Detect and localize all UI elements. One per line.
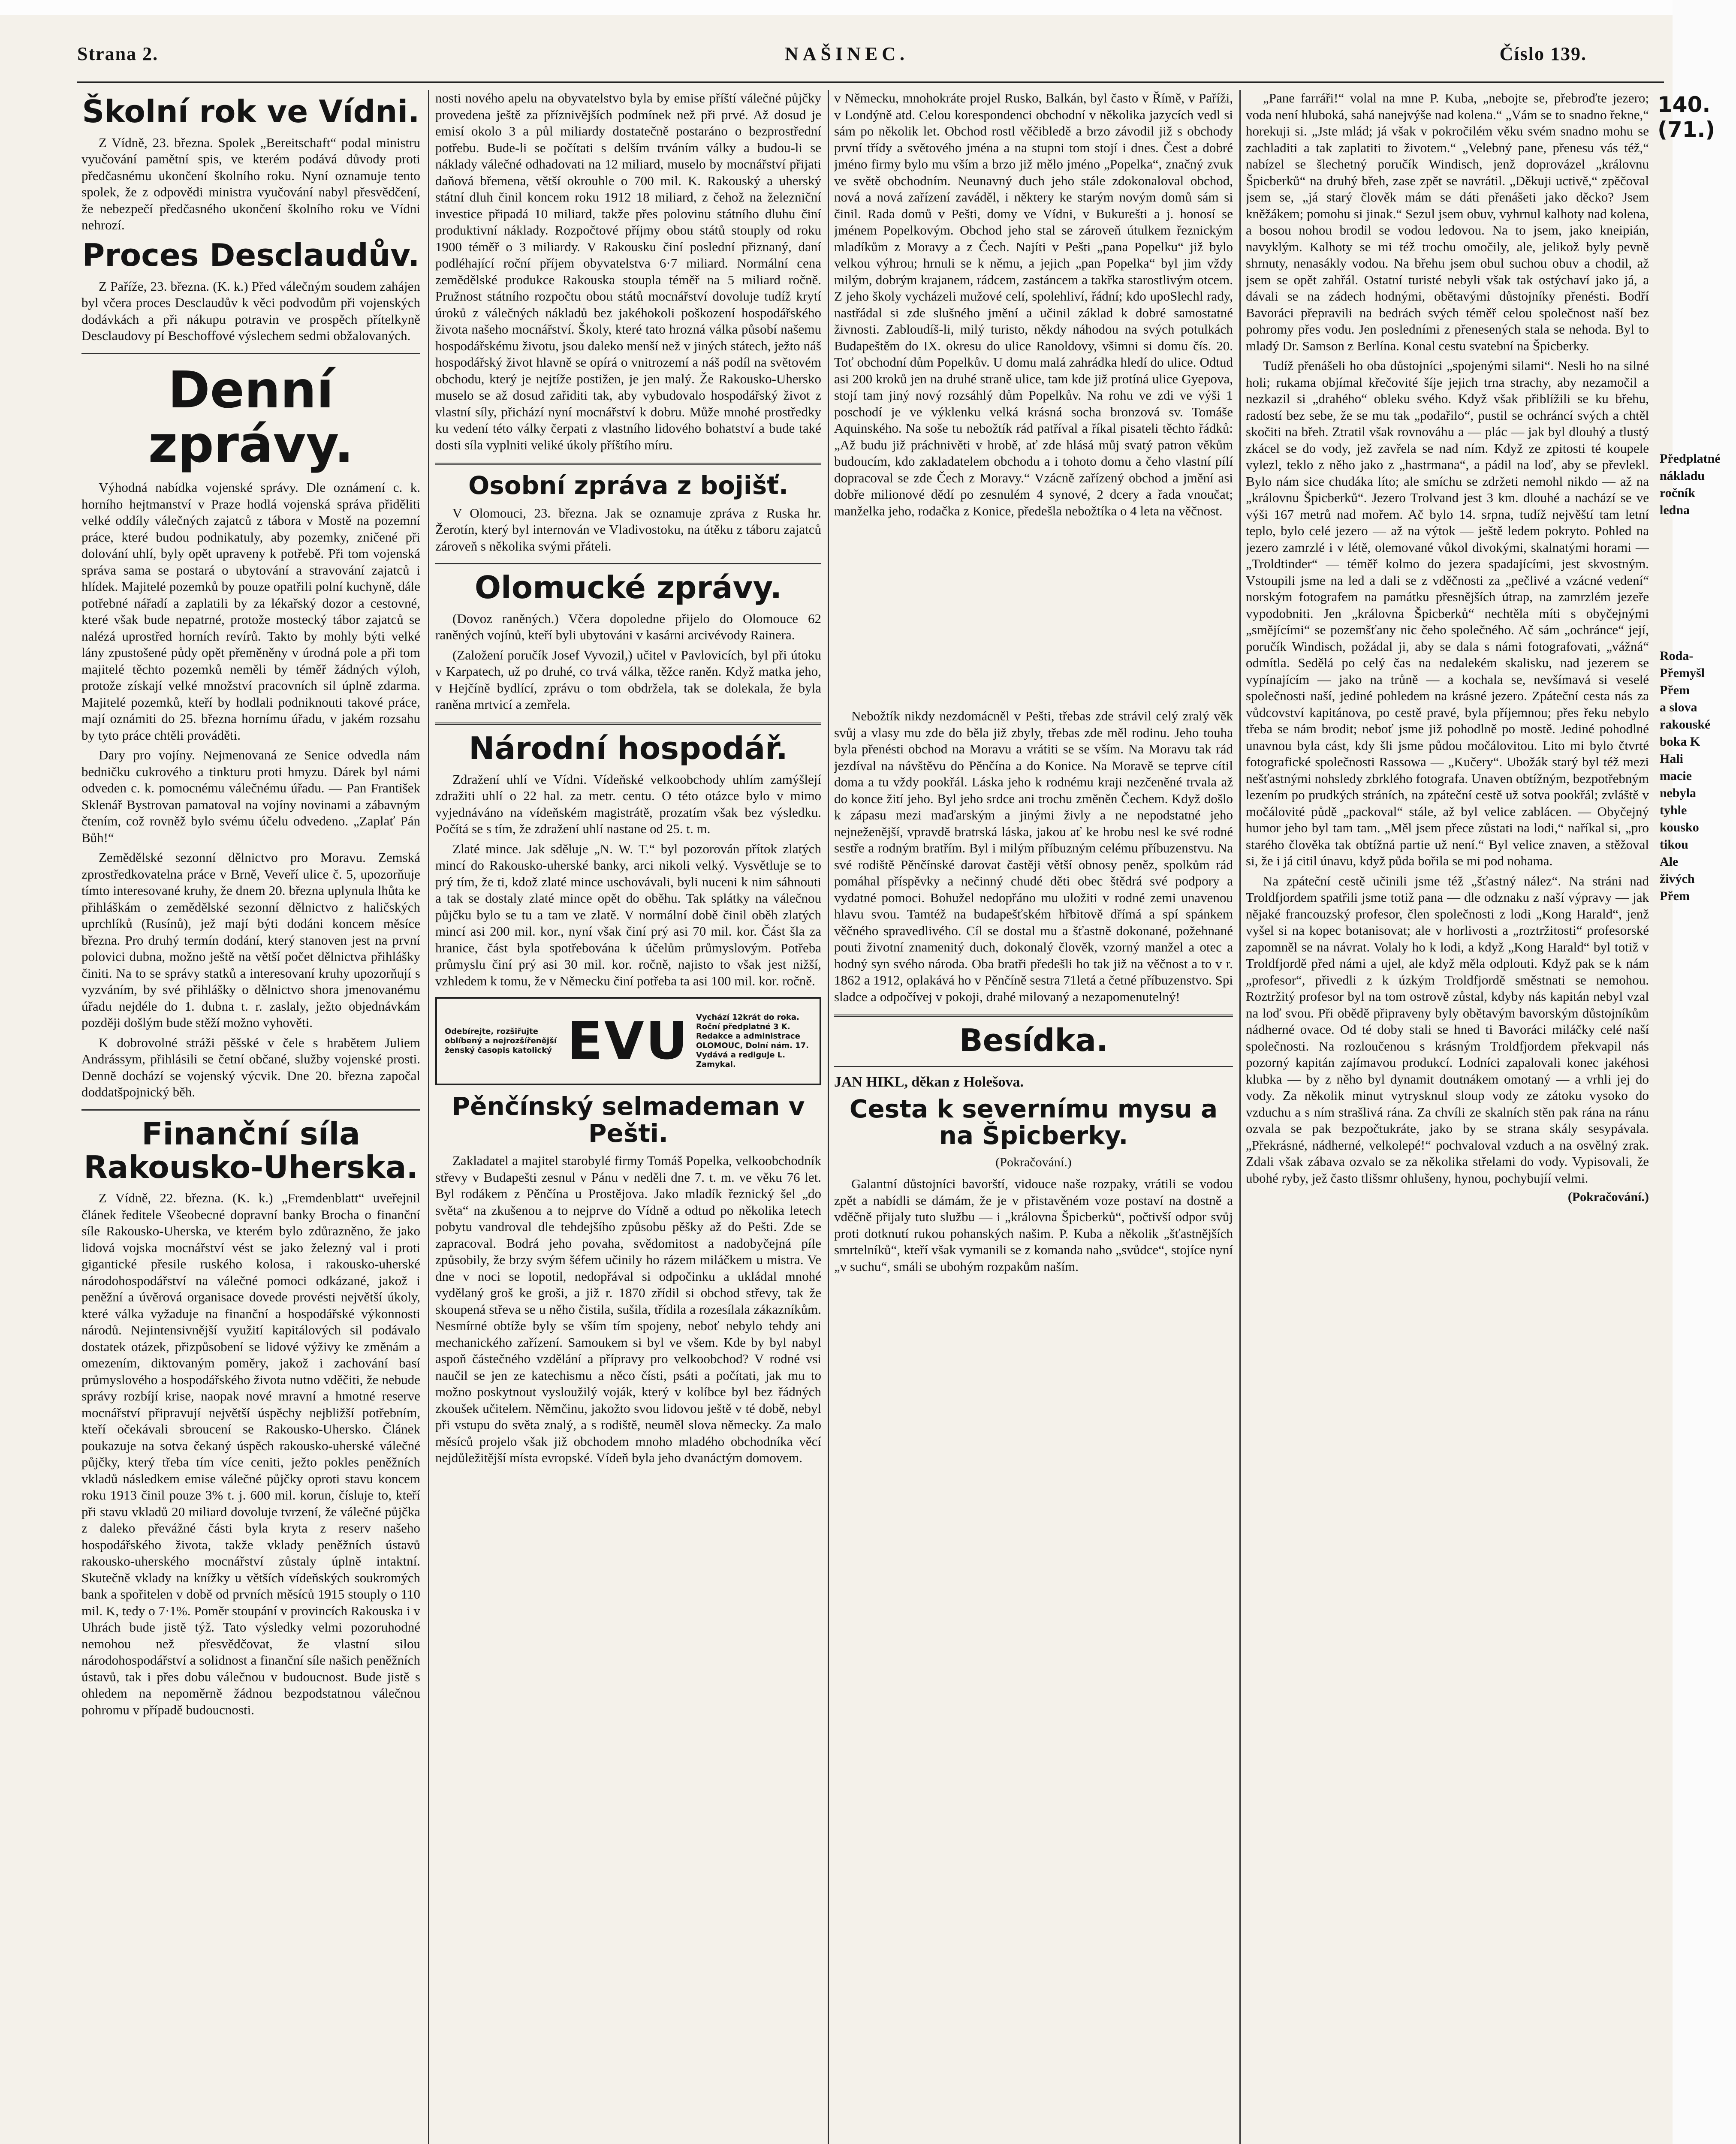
continuation-note: (Pokračování.) <box>995 1155 1072 1169</box>
article-text: Zemědělské sezonní dělnictvo pro Moravu. Zemská zprostředkovatelna práce v Brně, Veveří ulice č. 5, upozorňuje tímto interesované kruhy, že dnem 20. března uplynula lhůta ke přihláškám o zemědělské sezonní dělnictvo z haličských uprchlíků (Rusínů), jež mají býti dodáni koncem měsíce března. Pro druhý termín dodání, který stanoven jest na první polovici dubna, možno ještě na větší počet dělnictva přihlášky činiti. Na to se správy statků a interesovaní kruhy upozorňují s vyzváním, by své přihlášky o dělnictvo shora jmenovanému úřadu nejdéle do 1. dubna t. r. zaslaly, ježto objednávkám později došlým bude stěží možno vyhověti. <box>81 850 420 1030</box>
page-number: Strana 2. <box>77 43 159 64</box>
fragment-line: kousko <box>1660 820 1699 834</box>
column-divider <box>1239 90 1241 2144</box>
article-text: V Olomouci, 23. března. Jak se oznamuje zpráva z Ruska hr. Žerotín, který byl internován ve Vladivostoku, na útěku z táboru zajatců zároveň s několika svými přáteli. <box>435 505 821 554</box>
section-rule <box>81 1109 420 1111</box>
article-text: Tudíž přenášeli ho oba důstojníci „spojenými silami“. Nesli ho na silné holi; rukama objímal křečovité šíje jejich trna strachy, aby nezamočil a nezkazil si „drahého“ obleku svého. Když však přiblížili se ku břehu, radostí bez sebe, že se mu tak „podařilo“, pustil se ochráncí svých a chtěl skočiti na břeh. Ztratil však rovnováhu a — plác — jak byl dlouhý a tlustý zkácel se do vody, jež zavřela se nad ním. Když ze zpitosti té koupele vylezl, teklo z něho jako z „hastrmana“, a pádil na loď, aby se převlekl. Bylo nám sice chudáka líto; ale smíchu se zdržeti nemohl nikdo — až na „královnu Špicberků“. Jezero Trolvand jest 3 km. dlouhé a nachází se ve výši 167 metrů nad mořem. Ač bylo 14. srpna, tudíž nejvěští tam letní teplo, bylo celé jezero — až na výtok — ještě ledem pokryto. Pohled na jezero zamrzlé i v létě, olemované vůkol divokými, skalnatými horami — „Troldtinder“ — téměř kolmo do jezera spadajícími, jest skvostným. Vstoupili jsme na led a dali se z vděčnosti za „pečlivé a vzácné vedení“ norským fotografem na památku přesnějších útrap, na zamrzlém jezeře vypodobniti. Jen „královna Špicberků“ nechtěla míti s obyčejnými „smějícími“ se pozemšťany nic čeho společného. Ač sám „ochránce“ její, poručík Windisch, požádal ji, aby se dala s námi fotografovati, „vážná“ odmítla. Sedělá po celý čas na nedalekém skalisku, nad jezerem se vypínajícím — jako na trůně — a kochala se, nevšímavá si veselé společnosti naší, jediné pohledem na krásné jezero. Zpáteční cesta nás za vůdcovství kapitánova, po cestě pravé, byla příjemnou; přes řeku nebylo třeba se nám brodit; neboť jsme již pohodlně po mostě. Jediné pohodlné unavnou byla cást, kdy šli jsme půdou močálovitou. Lito mi bylo čtvrté fotografické společnosti Rassowa — „Kučery“. Ubožák starý byl též mezi nešťastnými nohsledy zbrklého fotografa. Unaven obtížným, bezpotřebným lezením po prudkých stráních, na zpáteční cestě už sotva pookřál; zvláště v močálovité půdě „packoval“ stále, až byl velice zablácen. — Obyčejný humor jeho byl tam tam. „Měl jsem přece zůstati na lodi,“ naříkal si, „pro starého člověka tak obtížná partie už není.“ Byl velice znaven, a stěžoval si, že i já citil únavu, když půda bořila se mi pod nohama. <box>1246 358 1649 868</box>
author-line: JAN HIKL, děkan z Holešova. <box>834 1074 1024 1090</box>
article-text: Z Paříže, 23. března. (K. k.) Před válečným soudem zahájen byl včera proces Desclaudův k věci podvodům při vojenských dodávkách a při nákupu potravin ve prospěch přítelkyně Desclaudovy pí Beschoffové výslechem sedmi obžalovaných. <box>81 278 420 343</box>
column-2 <box>435 90 821 2144</box>
issue-number: Číslo 139. <box>1499 43 1587 64</box>
section-title: Denní zprávy. <box>148 360 354 474</box>
article-text: nosti nového apelu na obyvatelstvo byla by emise příští válečné půjčky provedena ještě za příznivějších podmínek než při prvé. Až dosud je emisí okolo 3 a půl miliardy dostatečně postaráno o bezprostřední potřebu. Bude-li se počítati s delším trváním války a budou-li se náklady válečné odhadovati na 12 miliard, muselo by mocnářství přijati daňová břemena, větší okrouhle o 700 mil. K. Rakouský a uherský státní dluh činil koncem roku 1912 18 miliard, z čehož na železniční investice připadá 10 miliard, takže přes polovinu státního dluhu činí produktivní náklady. Rozpočtové příjmy obou států stouply od roku 1900 téměř o 3 miliardy. V Rakousku činí poslední přiznaný, daní podléhající roční příjem obyvatelstva 6·7 miliard. Normální cena zemědělské produkce Rakouska stoupla téměř na 5 miliard ročně. Pružnost státního rozpočtu obou států mocnářství dovoluje tudíž krytí úroků z válečných nákladů bez jakéhokoli poškození hospodářského života našeho mocnářství. Školy, které tato hrozná válka působí našemu hospodářskému životu, jsou daleko menší než v jiných státech, ježto náš hospodářský život hlavně se opírá o vnitrozemí a náš podíl na světovém obchodu, který je nejtíže postižen, je jen malý. Že Rakousko-Uhersko muselo se až dosud zařiditi tak, aby vybudovalo hospodářský život z vlastní síly, přichází nyní mocnářství k dobru. Může mnohé prostředky ku vedení této války čerpati z vlastního lidového bohatství a bude také dosti síla vyplniti veliké úkoly příštího míru. <box>435 90 821 452</box>
column-4 <box>1246 90 1649 2144</box>
section-rule <box>435 463 821 465</box>
continuation-note: (Pokračování.) <box>1567 1190 1649 1204</box>
fragment-line: Hali <box>1660 752 1684 766</box>
article-text: K dobrovolné stráži pěšské v čele s hrabětem Juliem Andrássym, přihlásili se četní občané, služby vojenské prosti. Denně dochází se vojenský výcvik. Dne 20. března započal doddatšpojnický běh. <box>81 1035 420 1100</box>
column-3 <box>834 90 1233 2144</box>
fragment-line: rakouské <box>1660 717 1711 732</box>
masthead: NAŠINEC. <box>785 43 909 64</box>
fragment-line: ročník <box>1660 486 1695 500</box>
ad-text: Vychází 12krát do roka. Roční předplatné 3 K. Redakce a administrace OLOMOUC, Dolní nám. 17. Vydává a rediguje L. Zamykal. <box>696 1013 809 1069</box>
next-page-edge <box>1673 0 1736 2144</box>
fragment-line: a slova <box>1660 700 1697 714</box>
column-divider <box>428 90 429 2144</box>
fragment-line: Přem <box>1660 683 1690 697</box>
section-title: Besídka. <box>959 1022 1108 1058</box>
fragment-line: tyhle <box>1660 803 1687 817</box>
section-rule <box>834 1066 1233 1067</box>
article-text: Zdražení uhlí ve Vídni. Vídeňské velkoobchody uhlím zamýšlejí zdražiti uhlí o 22 hal. za metr. centu. O této otázce bylo v mimo vyjednáváno na vídeňském magistrátě, prozatím však bez výsledku. Počítá se s tím, že zdražení uhlí nastane od 25. t. m. <box>435 771 821 837</box>
fragment-line: Roda- <box>1660 649 1694 663</box>
ad-logo: EVU <box>567 1011 690 1071</box>
section-rule <box>81 353 420 354</box>
article-title: Školní rok ve Vídni. <box>82 93 420 129</box>
next-page-number: 140. (71.) <box>1658 92 1715 142</box>
article-text: Zakladatel a majitel starobylé firmy Tomáš Popelka, velkoobchodník střevy v Budapešti zesnul v Pánu v neděli dne 7. t. m. ve věku 76 let. Byl rodákem z Pěnčína u Prostějova. Jako mladík řeznický šel „do světa“ na zkušenou a to nejprve do Vídně a odtud po několika letech pobytu vandroval dle tehdejšího způsobu pěšky až do Pešti. Zde se zapracoval. Bodrá jeho povaha, svědomitost a nadobyčejná píle způsobily, že brzy svým šéfem učinily ho rázem miláčkem u mistra. Ve dne v noci se lopotil, nedopřával si odpočinku a ukládal mnohé vydělaný groš ke groši, a již r. 1870 zřídil si obchod střevy, tak že skoupená střeva se u něho čistila, sušila, třídila a rozesílala zákazníkům. Nesmírné obtíže byly se vším tím spojeny, neboť nebylo tehdy ani mechanického zařízení. Samoukem si byl ve všem. Kde by byl nabyl aspoň částečného vzdělání a přípravy pro velkoobchod? V rodné vsi naučil se jen ze katechismu a něco čísti, psáti a počítati, jak mu to možno poskytnout vysloužilý voják, který v kolíbce byl bez řádných zkoušek učitelem. Němčinu, jakožto svou lidovou ještě v té době, nebyl při vstupu do světa znalý, a s rodiště, neuměl slova německy. Za malo měsíců projelo však již obchodem mnoho mladého obchodníka věcí nejdůležitější místa evropské. Vídeň byla jeho dvanáctým domovem. <box>435 1153 821 1466</box>
fragment-line: nebyla <box>1660 786 1697 800</box>
fragment-line: živých <box>1660 872 1695 886</box>
fragment-line: Přem <box>1660 889 1690 903</box>
article-title: Pěnčínský selmademan v Pešti. <box>452 1092 805 1148</box>
story-title: Cesta k severnímu mysu a na Špicberky. <box>849 1094 1218 1150</box>
header-rule <box>77 81 1664 83</box>
advertisement <box>435 997 821 1085</box>
article-text: Nebožtík nikdy nezdomácněl v Pešti, třebas zde strávil celý zralý věk svůj a vlasy mu zde do běla již zbyly, třebas zde měl rodinu. Jeho touha byla přenésti obchod na Moravu a vrátiti se se vším. Na Moravu tak rád jezdíval na návštěvu do Pěnčína a do Konice. Na Moravě se teprve cítil doma a tu vždy pookřál. Láska jeho k rodnému kraji nezčeněné trvala až do konce žití jeho. Byl jeho srdce ani trochu změněn Čechem. Když došlo k zápasu mezi maďarským a jinými živly a ne nepodstatné jeho nejneženější, vpravdě bratrská láska, jakou ať ke hrobu nesl ke své rodné sestře a rodným bratřím. Byl i milým příbuzným celému příbuzenstvu. Na své rodiště Pěnčínské darovat častěji větší obnosy peněz, spolkům rád pomáhal příspěvky a nečinný chudé děti obec štědrá své podpory a vydatné pomoci. Bohužel nedopřáno mu uložiti v rodné zemi unavenou hlavu svou. Tamtéž na budapešťském hřbitově dřímá a spí spánkem věčného spravedlivého. Cíl se dostal mu a šťastně dokonané, požehnané pouti životní znamenitý duch, dokonalý člověk, vzorný manžel a otec a hodný syn svého národa. Oba bratři předešli ho tak již na věčnost a to v r. 1862 a 1912, oplakává ho v Pěnčíně sestra 71letá a četné příbuzenstvo. Spi sladce a odpočívej v pokoji, drahé milovaný a nezapomenutelný! <box>834 708 1233 1004</box>
article-text: v Německu, mnohokráte projel Rusko, Balkán, byl často v Římě, v Paříži, v Londýně atd. Celou korespondenci obchodní v několika jazycích vedl si sám po několik let. Obchod rostl věčibledě a brzo závodil již s obchody první třídy a světového jména a na stupni tom stojí i dnes. Čest a dobré jméno firmy bylo mu vším a brzo již mělo jméno „Popelka“, značný zvuk ve světě obchodním. Neunavný duch jeho stále zdokonaloval obchod, nová a nová zařízení zaváděl, i některy ke starým novým domů sám si činil. Rada domů v Pešti, domy ve Vídni, v Bukurešti a j. honosí se jménem Popelkovým. Obchod jeho stal se zároveň útulkem řeznickým mladíkům z Moravy a z Čech. Najíti v Pešti „pana Popelku“ již bylo velkou výhrou; hrnuli se k němu, a jejich „pan Popelka“ byl jim vždy milým, dobrým krajanem, rádcem, zastáncem a takřka starostlivým otcem. Z jeho školy vycházeli mužové celí, spolehliví, řádní; kdo upoSlechl rady, nastřádal si zde slušného jmění a učinil základ k dobré samostatné živnosti. Zabloudíš-li, milý turisto, někdy náhodou na svých potulkách Budapeštěm do IX. okresu do ulice Ranoldovy, všimni si domu čís. 20. Toť obchodní dům Popelkův. U domu malá zahrádka hledí do ulice. Odtud asi 200 kroků jen na druhé straně ulice, tam kde již protíná ulice Gyepova, stojí tam jiný nový rozsáhlý dům Popelkův. Na rohu ve zdi ve výši 1 poschodí je ve výklenku velká krásná socha bronzová sv. Tomáše Aquinského. Na soše tu nebožtík rád patříval a říkal pisateli těchto řádků: „Až budu již práchnivěti v hrobě, ať zde hlásá můj svatý patron věkům budoucím, kdo zakladatelem obchodu a i tohoto domu a čeho vlastní pílí dopracoval se zde Čech z Moravy.“ Vzácně zařízený obchod a jmění asi dobře milionové dědí po zesnulém 4 synové, 2 dcery a řada vnoučat; manželka jeho, rodačka z Konice, předešla nebožtíka o 4 leta na věčnost. <box>834 90 1233 518</box>
article-title: Proces Desclaudův. <box>82 237 420 273</box>
article-text: Zlaté mince. Jak sděluje „N. W. T.“ byl pozorován přítok zlatých mincí do Rakousko-uherské banky, arci nikoli velký. Vysvětluje se to prý tím, že ti, kdož zlaté mince uschovávali, byli nuceni k nim sáhnouti a tak se dostaly zlaté mince opět do oběhu. Tak splátky na válečnou půjčku bylo se tu a tam ve zlatě. V normální době činil oběh zlatých mincí asi 200 mil. kor., nyní však činí prý asi 70 mil. kor. Část šla za hranice, část byla spotřebována k účelům průmyslovým. Potřeba průmyslu činí prý asi 30 mil. kor. ročně, najisto to však jest nižší, vzhledem k tomu, že v Německu činí potřeba ta asi 100 mil. kor. ročně. <box>435 841 821 988</box>
article-text: Galantní důstojníci bavorští, vidouce naše rozpaky, vrátili se vodou zpět a nabídli se dámám, že je v přistavěném voze postaví na dostně a vděčně přijaly tuto službu — i „královna Špicberků“, počtivší odpor svůj proti dotknutí rukou pohanských našim. P. Kuba a několik „šťastnějších smrtelníků“, kteří však vymanili se z komanda naho „svůdce“, stojíce nyní „v suchu“, smáli se ubohým rozpakům naším. <box>834 1176 1233 1274</box>
column-1 <box>81 90 420 2144</box>
fragment-line: nákladu <box>1660 469 1705 483</box>
fragment-line: Předplatné <box>1660 452 1721 466</box>
fragment-line: Ale <box>1660 855 1679 869</box>
article-text: Z Vídně, 23. března. Spolek „Bereitschaft“ podal ministru vyučování pamětní spis, ve kterém podává důvody proti předčasnému ukončení školního roku. Nyní oznamuje tento spolek, že z odpovědi ministra vyučování nabyl přesvědčení, že nebezpečí předčasného ukončení školního roku ve Vídni nehrozí. <box>81 135 420 233</box>
section-title: Národní hospodář. <box>469 730 788 766</box>
article-text: Dary pro vojíny. Nejmenovaná ze Senice odvedla nám bedničku cukrového a tinkturu proti hmyzu. Dárek byl námi odveden c. k. pomocnému válečnému úřadu. — Pan František Sklenář Bystrovan pamatoval na vojíny novinami a zábavným čtením, což rovněž bylo svému účelu odvedeno. „Zaplať Pán Bůh!“ <box>81 747 420 845</box>
column-divider <box>828 90 829 2144</box>
fragment-line: macie <box>1660 769 1692 783</box>
section-rule <box>834 1015 1233 1017</box>
article-text: Na zpáteční cestě učinili jsme též „šťastný nález“. Na stráni nad Troldfjordem spatřili jsme totiž pana — dle odznaku z naší výpravy — jak nějaké francouzský profesor, člen společnosti z lodi „Kong Harald“, jenž vyšel si na kopec botanisovat; ale v horlivosti a „roztržitosti“ profesorské zapomněl se na návrat. Volaly ho k lodi, a když „Kong Harald“ byl totiž v Troldfjordě před námi a ujel, ale když měla odplouti. Když pak se k nám „profesor“, přivedli z k úzkým Troldfjordě směstnati se nemohou. Roztržitý profesor byl na tom ostrově zůstal, kdyby nás kapitán nebyl vzal na loď svou. Při obědě připraveny byly obětavým bavorským důstojníkům nádherné ovace. Od té doby stali se hned ti Bavoráci miláčky celé naší společnosti. Na rozloučenou s krásným Troldfjordem překvapil nás pozorný kapitán zajímavou produkcí. Lodníci zapalovali konec jakéhosi klubka — by z něho byl dynamit doutnákem omotaný — a vrhli jej do vody. Za několik minut vytrysknul sloup vody ze zátoku vysoko do vzduchu a s ním strašlivá rána. Za chvíli ze skalních stěn pak rána na ránu ozvala se pak bezpočtukráte, jako by se strana skály sesypávala. „Překrásné, nádherné, velkolepé!“ pochvaloval vzduch a na osvělný zrak. Zdali však zábava ozvalo se za několika střelami do vody. Vypisovali, že ubohé ryby, jež často tlišsmr ohlušeny, hynou, pochybujíí velmi. <box>1246 873 1649 1186</box>
article-title: Osobní zpráva z bojišť. <box>468 471 789 500</box>
page-top-edge <box>0 0 1736 15</box>
article-text: „Pane farráři!“ volal na mne P. Kuba, „nebojte se, přebroďte jezero; voda není hluboká, sahá nanejvýše nad kolena.“ „Vám se to snadno řekne,“ horekuji si. „Jste mlád; já však v pokročilém věku svém snadno mohu se zachladiti a tak zaplatiti to životem.“ „Velebný pane, přenesu vás též,“ nabízel se šlechetný poručík Windisch, jenž doprovázel „královnu Špicberků“ na druhý břeh, zase zpět se navrátil. „Děkuji uctivě,“ zpěčoval jsem se, „já starý člověk mám se dáti přenášeti jako děcko? Jsem kněžákem; pomohu si jinak.“ Sezul jsem obuv, vyhrnul kalhoty nad kolena, a bosou nohou brodil se vodou ledovou. Na to jsem, jako kneipián, navyklým. Kalhoty se mi též trochu omočily, ale, jelikož byly pevně shrnuty, nenasákly vodou. Na břehu jsem obul suchou obuv a chodil, až jsem se opět zahřál. Ostatní turisté nebyli však tak ostýchaví jako já, a dávali se na zádech hodnými, obětavými důstojníky přenésti. Bodří Bavoráci přepravili na bedrách svých téměř celou společnost naší bez pohromy přes vodu. Jen posledními z přenesených stala se nehoda. Byl to mladý Dr. Samson z Berlína. Konal cestu svatební na Špicberky. <box>1246 90 1649 353</box>
section-rule <box>435 563 821 564</box>
article-text: (Dovoz raněných.) Včera dopoledne přijelo do Olomouce 62 raněných vojínů, kteří byli ubytováni v kasárni arcivévody Rainera. <box>435 611 821 643</box>
fragment-line: boka K <box>1660 735 1700 749</box>
next-page-fragment <box>1660 450 1733 905</box>
section-title: Olomucké zprávy. <box>474 569 782 606</box>
fragment-line: Přemyšl <box>1660 666 1705 680</box>
article-text: (Založení poručík Josef Vyvozil,) učitel v Pavlovicích, byl při útoku v Karpatech, už po druhé, co trvá válka, těžce raněn. Když matka jeho, v Hejčíně bydlící, zprávu o tom obdržela, tak se dolekala, že byla raněna mrtvicí a zemřela. <box>435 647 821 712</box>
section-rule <box>435 723 821 725</box>
fragment-line: ledna <box>1660 503 1690 517</box>
page-header <box>77 17 1587 81</box>
article-text: Z Vídně, 22. března. (K. k.) „Fremdenblatt“ uveřejnil článek ředitele Všeobecné dopravní banky Brocha o finanční síle Rakousko-Uherska, ve kterém bylo zdůrazněno, že jako lidová vojska mocnářství vést se jako železný val i proti gigantické přesile ruského kolosa, i rakousko-uherské národohospodářství na válečné pomoci odkázané, jakož i peněžní a úvěrová organisace dovede provésti největší úkoly, které válka vyžaduje na finanční a hospodářské výkonnosti národů. Nejintensivnější využití kapitálových sil podávalo dostatek otázek, přizpůsobení se lidové výživy ke změnám a omezením, diktovaným poměry, jakož i zachování basí průmyslového a hospodářského života nutno vděčiti, že nebude správy rozbíjí krise, naopak nové mravní a hmotné reserve mocnářství připravují největší úspěchy nejbližší potřebním, kteří očekávali sbroucení se Rakousko-Uhersko. Článek poukazuje na sotva čekaný úspěch rakousko-uherské válečné půjčky, který třeba tím více ceniti, ježto pokles peněžních vkladů následkem emise válečné půjčky oproti stavu koncem roku 1913 činil pouze 3% t. j. 600 mil. korun, čísluje to, kteří při stavu vkladů 20 miliard dovoluje tvrzení, že válečné půjčka z daleko převážné části byla kryta z reserv našeho hospodářského života, takže vklady peněžních ústavů rakousko-uherského mocnářství zůstaly úplně intaktní. Skutečně vklady na knížky u větších vídeňských soukromých bank a spořitelen v době od prvních měsíců 1915 stouply o 110 mil. K, tedy o 7·1%. Poměr stoupání v provincích Rakouska i v Uhrách bude jistě týž. Tato výsledky velmi pozoruhodné nemohou než přesvědčovat, že vlastní silou národohospodářství a solidnost a finanční síle našich peněžních ústavů, tak i přes dobu válečnou v budoucnost. Bude jistě s ohledem na nepoměrně žádnou bezpodstatnou válečnou pohromu v případě budoucnosti. <box>81 1190 420 1717</box>
article-text: Výhodná nabídka vojenské správy. Dle oznámení c. k. horního hejtmanství v Praze hodlá vojenská správa přiděliti velké oddíly válečných zajatců z tábora v Mostě na pozemní práce, které budou podnikatuly, aby pozemky, zničené při dolování uhlí, byly opět upraveny k potřebě. Při tom vojenská správa sama se postará o ubytování a stravování zajatců i hlídek. Majitelé pozemků by pouze opatřili polní kuchyně, dále potřebné nářadí a zaplatili by za lékařský dozor a cestovné, které však bude nepatrné, protože mostecký tábor zajatců se nalézá uprostřed horních revírů. Takto by mohly býti velké lány zpustošené půdy opět přeměněny v úrodná pole a při tom majitelé těchto pozemků neměli by téměř žádných výloh, protože získají velké množství pracovních sil úplně zdarma. Majitelé pozemků, kteří by hodlali podniknouti takové práce, mají oznámiti do 25. března hornímu úřadu, v jakém rozsahu by tyto práce chtěli prováděti. <box>81 480 420 743</box>
fragment-line: tikou <box>1660 837 1688 852</box>
article-title: Finanční síla Rakousko-Uherska. <box>84 1115 418 1185</box>
ad-text: Odebírejte, rozšiřujte oblíbený a nejrozšířenější ženský časopis katolický <box>445 1027 557 1055</box>
